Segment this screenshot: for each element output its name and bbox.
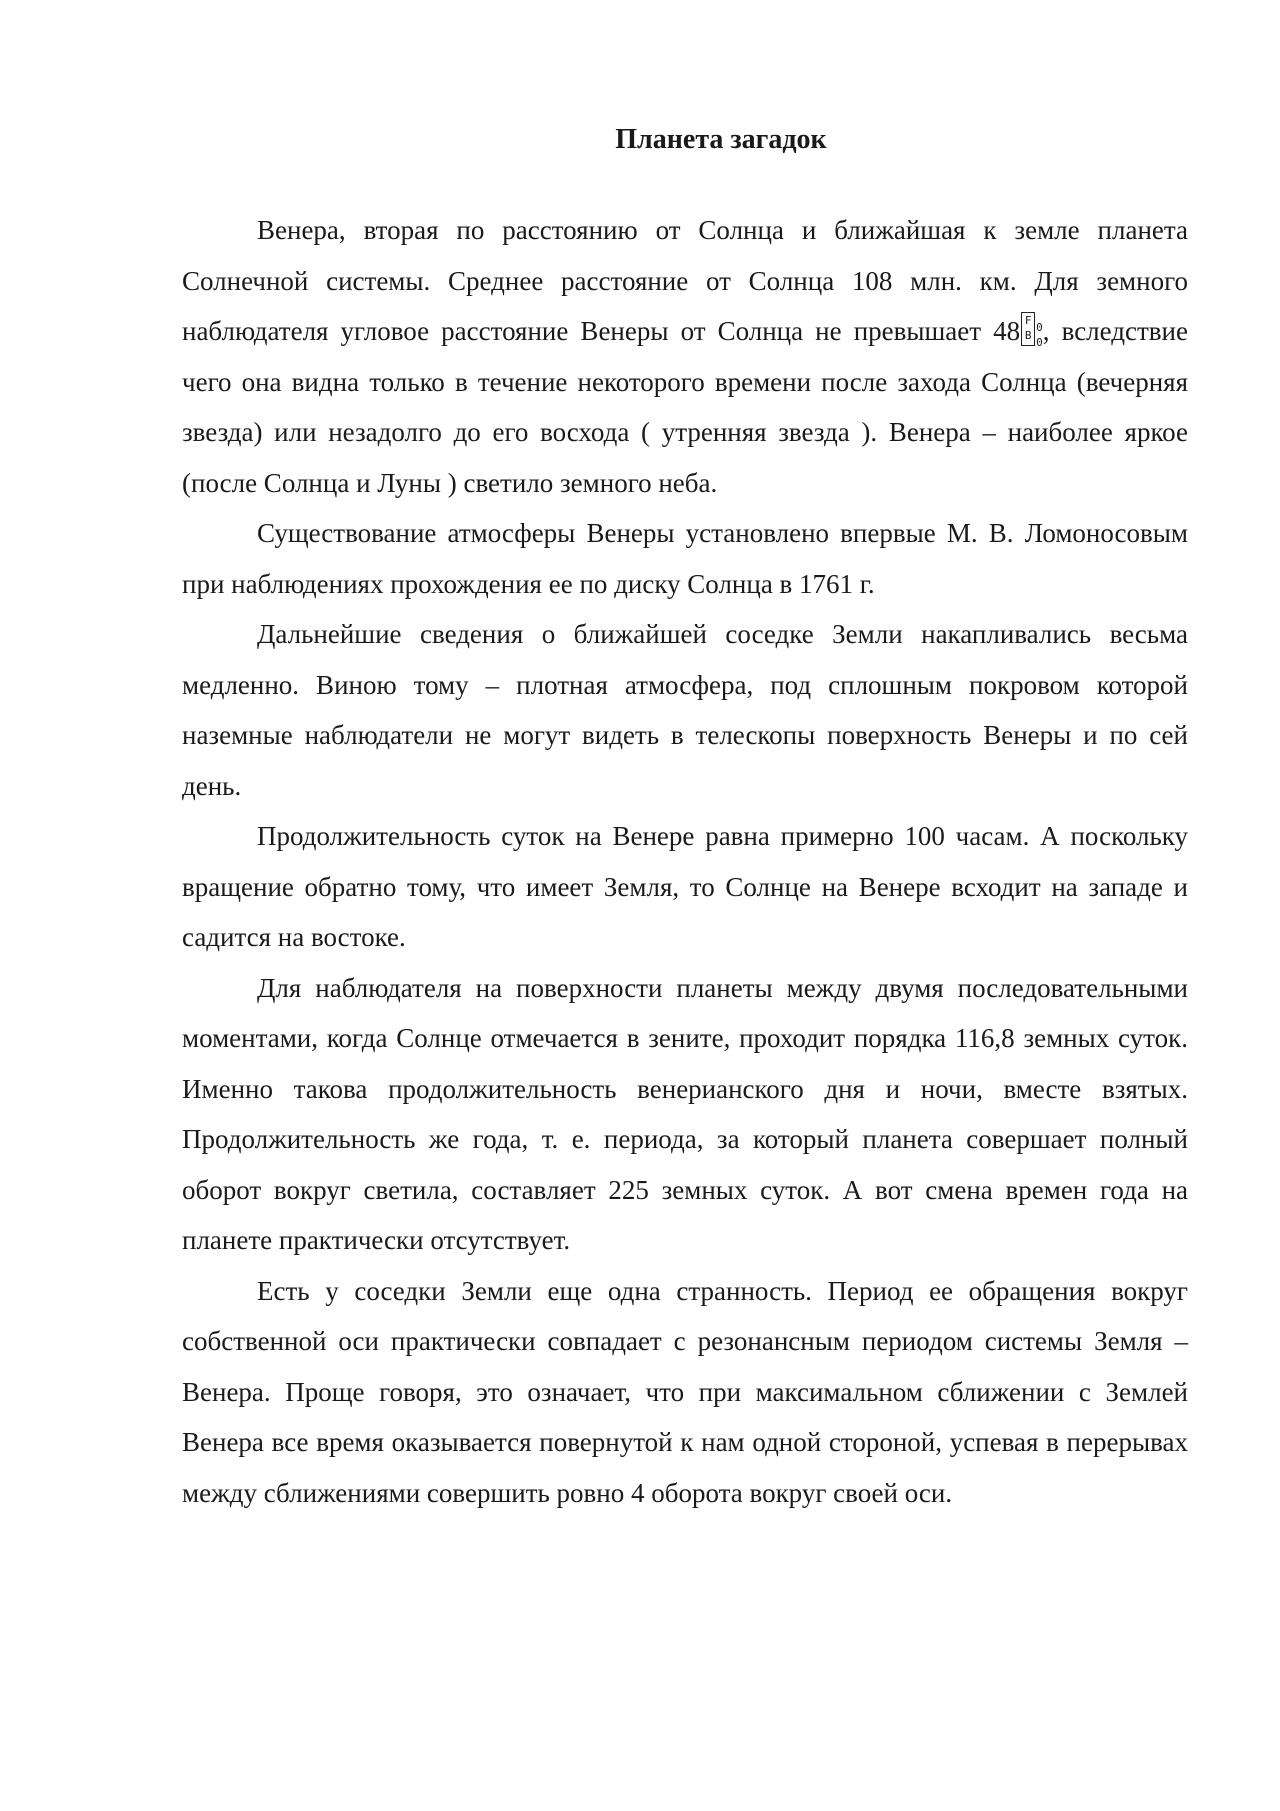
missing-glyph-code: 0 0 (1036, 321, 1043, 349)
paragraph-4: Продолжительность суток на Венере равна примерно 100 часам. А поскольку вращение обратно тому, что имеет Земля, то Солнце на Венере всходит на западе и садится на востоке. (182, 821, 1188, 952)
document-body (182, 205, 1188, 1518)
paragraph-1-text-after: , вследствие чего она видна только в течение некоторого времени после захода Солнца (вечерняя звезда) или незадолго до его восхода ( утренняя звезда ). Венера – наиболее яркое (после Солнца и Луны ) светило земного неба. (182, 316, 1188, 498)
paragraph-3: Дальнейшие сведения о ближайшей соседке Земли накапливались весьма медленно. Виною тому – плотная атмосфера, под сплошным покровом которой наземные наблюдатели не могут видеть в телескопы поверхность Венеры и по сей день. (182, 619, 1188, 801)
missing-glyph-icon: F B (1021, 312, 1035, 346)
paragraph-6: Есть у соседки Земли еще одна странность. Период ее обращения вокруг собственной оси практически совпадает с резонансным периодом системы Земля – Венера. Проще говоря, это означает, что при максимальном сближении с Землей Венера все время оказывается повернутой к нам одной стороной, успевая в перерывах между сближениями совершить ровно 4 оборота вокруг своей оси. (182, 1275, 1188, 1508)
paragraph-5: Для наблюдателя на поверхности планеты между двумя последовательными моментами, когда Солнце отмечается в зените, проходит порядка 116,8 земных суток. Именно такова продолжительность венерианского дня и ночи, вместе взятых. Продолжительность же года, т. е. периода, за который планета совершает полный оборот вокруг светила, составляет 225 земных суток. А вот смена времен года на планете практически отсутствует. (182, 972, 1188, 1255)
page-title: Планета загадок (615, 124, 827, 155)
paragraph-2: Существование атмосферы Венеры установлено впервые М. В. Ломоносовым при наблюдениях прохождения ее по диску Солнца в 1761 г. (182, 518, 1188, 599)
paragraph-1 (182, 205, 1188, 508)
paragraph-1-text-before: Венера, вторая по расстоянию от Солнца и ближайшая к земле планета Солнечной системы. Среднее расстояние от Солнца 108 млн. км. Для земного наблюдателя угловое расстояние Венеры от Солнца не превышает 48 (182, 215, 1188, 346)
